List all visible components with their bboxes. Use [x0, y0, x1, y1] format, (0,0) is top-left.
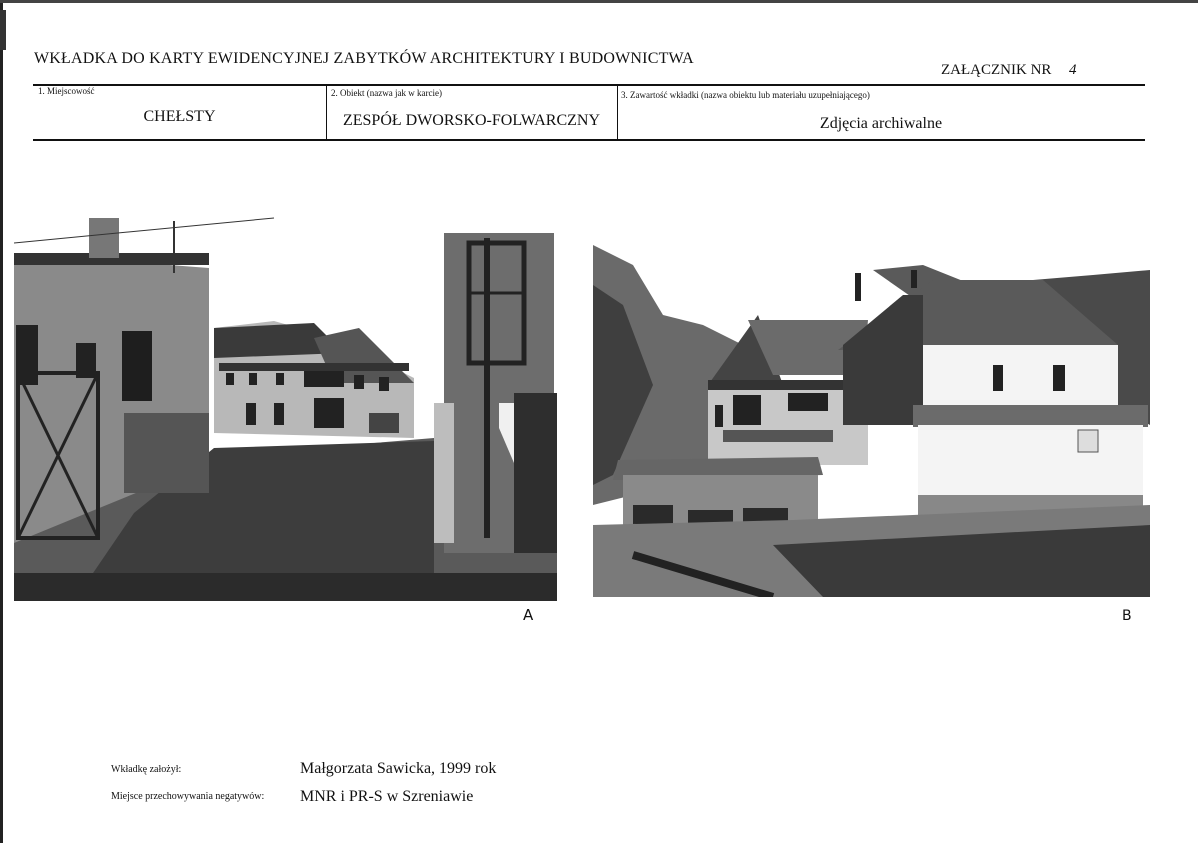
archival-photo-a [14, 213, 557, 601]
scan-edge-mark [0, 10, 6, 50]
table-top-rule [33, 84, 1145, 86]
archival-photo-b [593, 225, 1150, 597]
negatives-storage-value: MNR i PR-S w Szreniawie [300, 788, 474, 805]
field-1-value: CHEŁSTY [143, 108, 216, 125]
author-value: Małgorzata Sawicka, 1999 rok [300, 760, 497, 777]
field-2-value: ZESPÓŁ DWORSKO-FOLWARCZNY [342, 112, 601, 129]
photo-a-caption: A [523, 606, 534, 624]
annex-number: 4 [1069, 62, 1077, 78]
document-title: WKŁADKA DO KARTY EWIDENCYJNEJ ZABYTKÓW ARCHITEKTURY I BUDOWNICTWA [34, 50, 694, 67]
scan-edge-left [0, 0, 3, 843]
scan-edge-top [0, 0, 1198, 3]
negatives-storage-label: Miejsce przechowywania negatywów: [111, 791, 265, 802]
table-bottom-rule [33, 139, 1145, 141]
photo-b-caption: B [1122, 608, 1132, 624]
author-label: Wkładkę założył: [111, 764, 182, 775]
field-3-value: Zdjęcia archiwalne [819, 115, 943, 132]
field-1-label: 1. Miejscowość [38, 86, 95, 96]
field-2-label: 2. Obiekt (nazwa jak w karcie) [331, 88, 442, 98]
field-3-label: 3. Zawartość wkładki (nazwa obiektu lub materiału uzupełniającego) [621, 90, 870, 100]
annex-label: ZAŁĄCZNIK NR [941, 62, 1052, 78]
